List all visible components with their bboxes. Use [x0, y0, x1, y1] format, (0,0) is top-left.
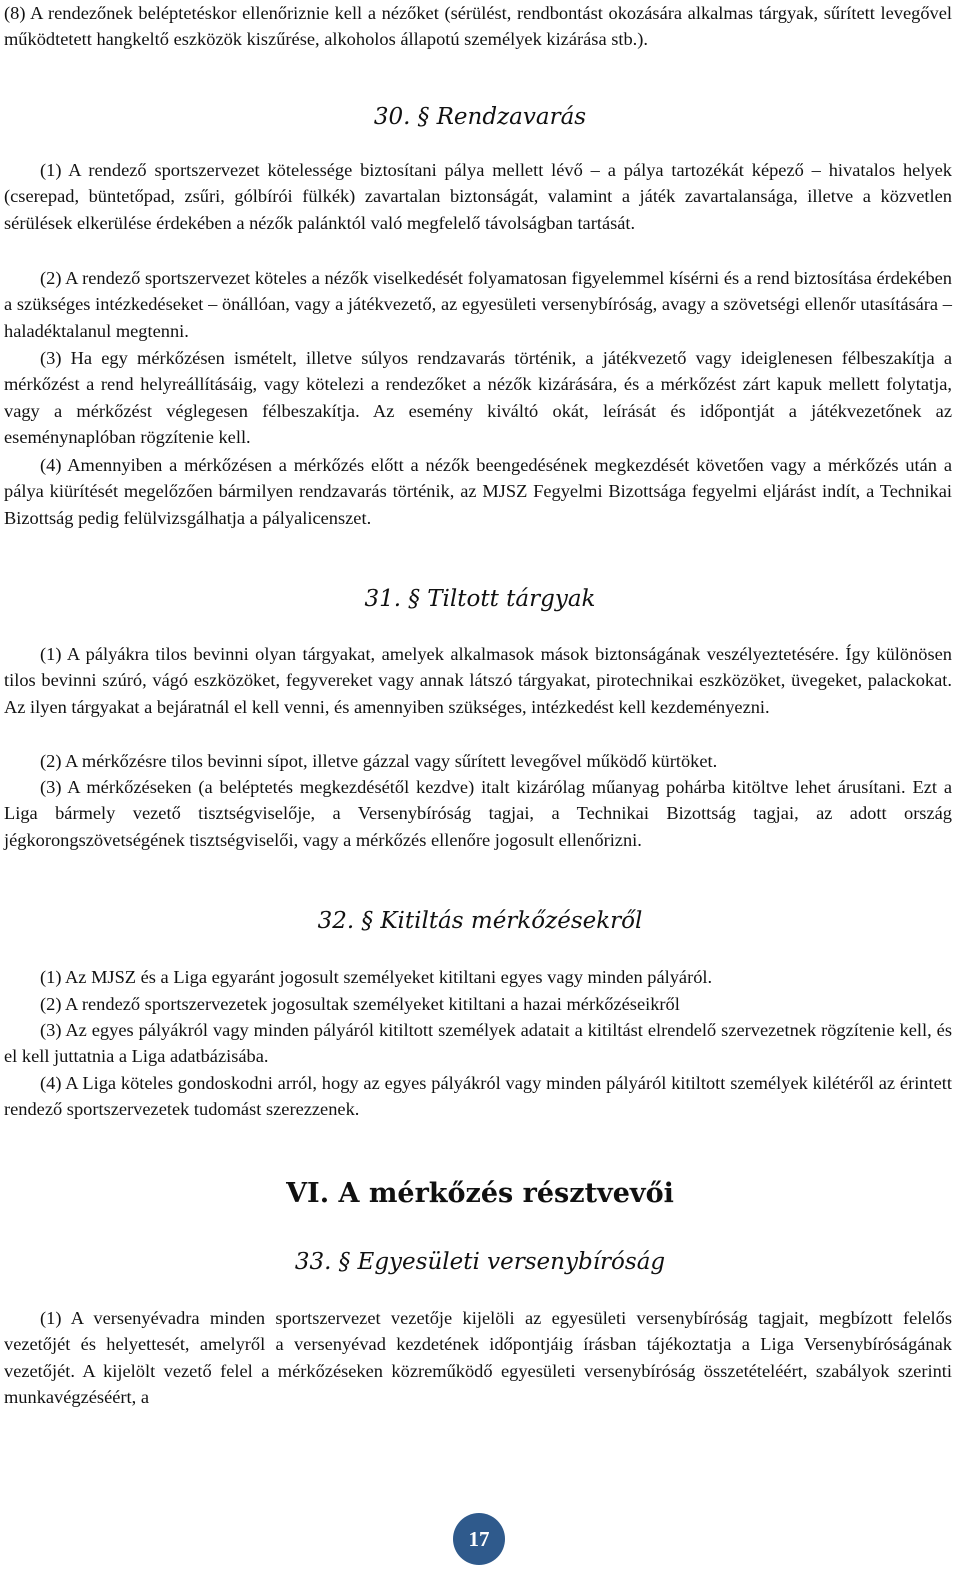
section-31-paragraph-3: (3) A mérkőzéseken (a beléptetés megkezdésétől kezdve) italt kizárólag műanyag pohárba kitöltve lehet árusítani. Ezt a Liga bármely vezető tisztségviselője, a Versenybíróság tagjai, a Technikai Bizottság tagjai, az adott ország jégkorongszövetségének tisztségviselői, vagy a mérkőzés ellenőre jogosult ellenőrizni. [4, 777, 952, 850]
section-32-paragraph-1: (1) Az MJSZ és a Liga egyaránt jogosult személyeket kitiltani egyes vagy minden pályáról. [40, 967, 713, 987]
chapter-heading: VI. A mérkőzés résztvevői [286, 1178, 674, 1209]
section-30-heading: 30. § Rendzavarás [373, 104, 587, 130]
section-32-paragraph-3: (3) Az egyes pályákról vagy minden pályáról kitiltott személyek adatait a kitiltást elrendelő szervezetnek rögzítenie kell, és el kell juttatnia a Liga adatbázisába. [4, 1020, 952, 1067]
section-30-paragraph-4: (4) Amennyiben a mérkőzésen a mérkőzés előtt a nézők beengedésének megkezdését követően vagy a mérkőzés után a pálya kiürítését megelőzően bármilyen rendzavarás történik, az MJSZ Fegyelmi Bizottsága fegyelmi eljárást indít, a Technikai Bizottság pedig felülvizsgálhatja a pályalicenszet. [4, 455, 952, 528]
paragraph-8: (8) A rendezőnek beléptetéskor ellenőriznie kell a nézőket (sérülést, rendbontást okozására alkalmas tárgyak, sűrített levegővel működtetett hangkeltő eszközök kiszűrése, alkoholos állapotú személyek kizárása stb.). [4, 3, 952, 50]
section-30-paragraph-3: (3) Ha egy mérkőzésen ismételt, illetve súlyos rendzavarás történik, a játékvezető vagy ideiglenesen félbeszakítja a mérkőzést a rend helyreállításáig, vagy kötelezi a rendezőket a nézők kizárására, és a mérkőzést zárt kapuk mellett folytatja, vagy a mérkőzést véglegesen félbeszakítja. Az esemény kiváltó okát, leírását és időpontját a játékvezetőnek az eseménynaplóban rögzítenie kell. [4, 348, 952, 448]
section-31-paragraph-2: (2) A mérkőzésre tilos bevinni sípot, illetve gázzal vagy sűrített levegővel működő kürtöket. [40, 751, 718, 771]
section-33-heading: 33. § Egyesületi versenybíróság [294, 1249, 666, 1275]
section-30-paragraph-2: (2) A rendező sportszervezet köteles a nézők viselkedését folyamatosan figyelemmel kísérni és a rend biztosítása érdekében a szükséges intézkedéseket – önállóan, vagy a játékvezető, az egyesületi versenybíróság, avagy a szövetségi ellenőr utasítására – haladéktalanul megtenni. [4, 268, 952, 341]
section-32-heading: 32. § Kitiltás mérkőzésekről [317, 908, 643, 934]
section-31-paragraph-1: (1) A pályákra tilos bevinni olyan tárgyakat, amelyek alkalmasok mások biztonságának veszélyeztetésére. Így különösen tilos bevinni szúró, vágó eszközöket, fegyvereket vagy annak látszó tárgyakat, pirotechnikai eszközöket, üvegeket, palackokat. Az ilyen tárgyakat a bejáratnál el kell venni, és amennyiben szükséges, intézkedést kell kezdeményezni. [4, 644, 952, 717]
section-30-paragraph-1: (1) A rendező sportszervezet kötelessége biztosítani pálya mellett lévő – a pálya tartozékát képező – hivatalos helyek (cserepad, büntetőpad, zsűri, gólbírói fülkék) zavartalan biztonságát, valamint a játék zavartalansága, illetve a közvetlen sérülések elkerülése érdekében a nézők palánktól való megfelelő távolságban tartását. [4, 160, 952, 233]
page-number-badge: 17 [453, 1513, 505, 1565]
section-32-paragraph-2: (2) A rendező sportszervezetek jogosultak személyeket kitiltani a hazai mérkőzéseikről [40, 994, 680, 1014]
section-32-paragraph-4: (4) A Liga köteles gondoskodni arról, hogy az egyes pályákról vagy minden pályáról kitiltott személyek kilétéről az érintett rendező sportszervezetek tudomást szerezzenek. [4, 1073, 952, 1120]
section-31-heading: 31. § Tiltott tárgyak [364, 586, 596, 612]
section-33-paragraph-1: (1) A versenyévadra minden sportszervezet vezetője kijelöli az egyesületi versenybíróság tagjait, megbízott felelős vezetőjét és helyettesét, amelyről a versenyévad kezdetének időpontjáig írásban tájékoztatja a Liga Versenybíróságának vezetőjét. A kijelölt vezető felel a mérkőzéseken közreműködő egyesületi versenybíróság összetételéért, szabályok szerinti munkavégzéséért, a [4, 1308, 952, 1408]
